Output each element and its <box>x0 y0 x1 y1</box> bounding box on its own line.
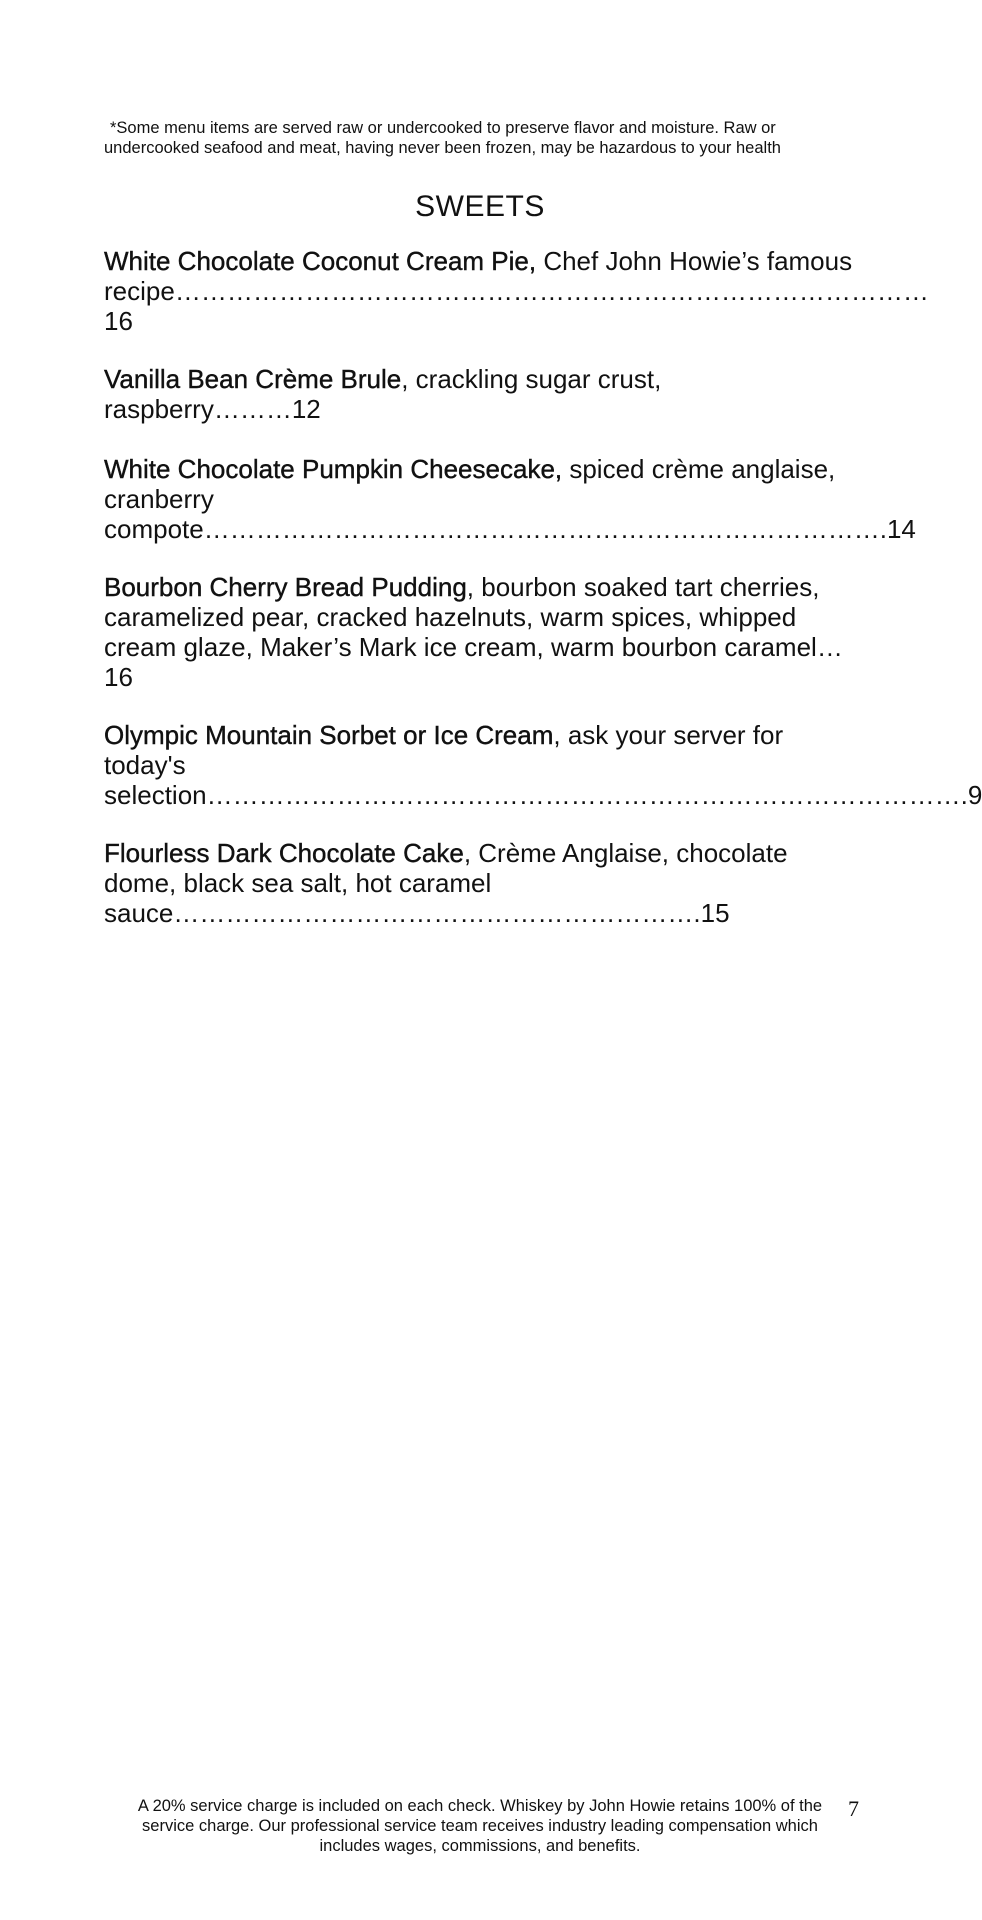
footer-line-3: includes wages, commissions, and benefits. <box>319 1837 641 1855</box>
item-dots: ……… <box>213 394 292 424</box>
menu-item-coconut-cream-pie <box>104 246 929 336</box>
disclaimer-line-2: undercooked seafood and meat, having never been frozen, may be hazardous to your health <box>104 139 781 157</box>
item-description: , bourbon soaked tart cherries, caramelized pear, cracked hazelnuts, warm spices, whipped cream glaze, Maker’s Mark ice cream, warm bourbon caramel <box>104 572 820 662</box>
footer-note <box>120 1796 840 1856</box>
item-name: White Chocolate Coconut Cream Pie, <box>104 246 537 276</box>
item-dots: ……………………………………………………………………. <box>203 514 887 544</box>
menu-item-creme-brule <box>104 364 856 424</box>
footer-line-1: A 20% service charge is included on each check. Whiskey by John Howie retains 100% of the <box>137 1797 823 1815</box>
item-name: Vanilla Bean Crème Brule <box>104 364 402 394</box>
item-dots: ……………………………………………………………………………. <box>206 780 968 810</box>
item-description: , Crème Anglaise, chocolate dome, black sea salt, hot caramel sauce <box>104 838 788 928</box>
menu-item-sorbet-ice-cream <box>104 720 982 810</box>
menu-item-pumpkin-cheesecake <box>104 454 916 544</box>
item-description: spiced crème anglaise, cranberry compote <box>104 454 836 544</box>
section-title: SWEETS <box>415 190 545 223</box>
item-description: Chef John Howie’s famous recipe <box>104 246 853 306</box>
item-price: 9 <box>967 780 982 810</box>
item-price: 16 <box>104 662 133 692</box>
item-name: Olympic Mountain Sorbet or Ice Cream <box>104 720 554 750</box>
item-dots: …………………………………………………………………………… <box>174 276 929 306</box>
item-dots: ……………………………………………………. <box>173 898 701 928</box>
item-price: 14 <box>886 514 916 544</box>
page-number: 7 <box>848 1796 859 1821</box>
item-name: Flourless Dark Chocolate Cake <box>104 838 464 868</box>
menu-item-chocolate-cake <box>104 838 804 928</box>
item-price: 12 <box>291 394 321 424</box>
item-name: White Chocolate Pumpkin Cheesecake, <box>104 454 563 484</box>
footer-line-2: service charge. Our professional service team receives industry leading compensation which <box>142 1817 818 1835</box>
disclaimer-line-1: *Some menu items are served raw or undercooked to preserve flavor and moisture. Raw or <box>110 119 776 137</box>
item-description: , ask your server for today's selection <box>104 720 784 810</box>
item-price: 16 <box>104 306 133 336</box>
item-dots: … <box>816 632 843 662</box>
disclaimer <box>104 118 824 158</box>
item-description: , crackling sugar crust, raspberry <box>104 364 662 424</box>
item-name: Bourbon Cherry Bread Pudding <box>104 572 467 602</box>
item-price: 15 <box>700 898 730 928</box>
menu-item-bread-pudding <box>104 572 856 692</box>
